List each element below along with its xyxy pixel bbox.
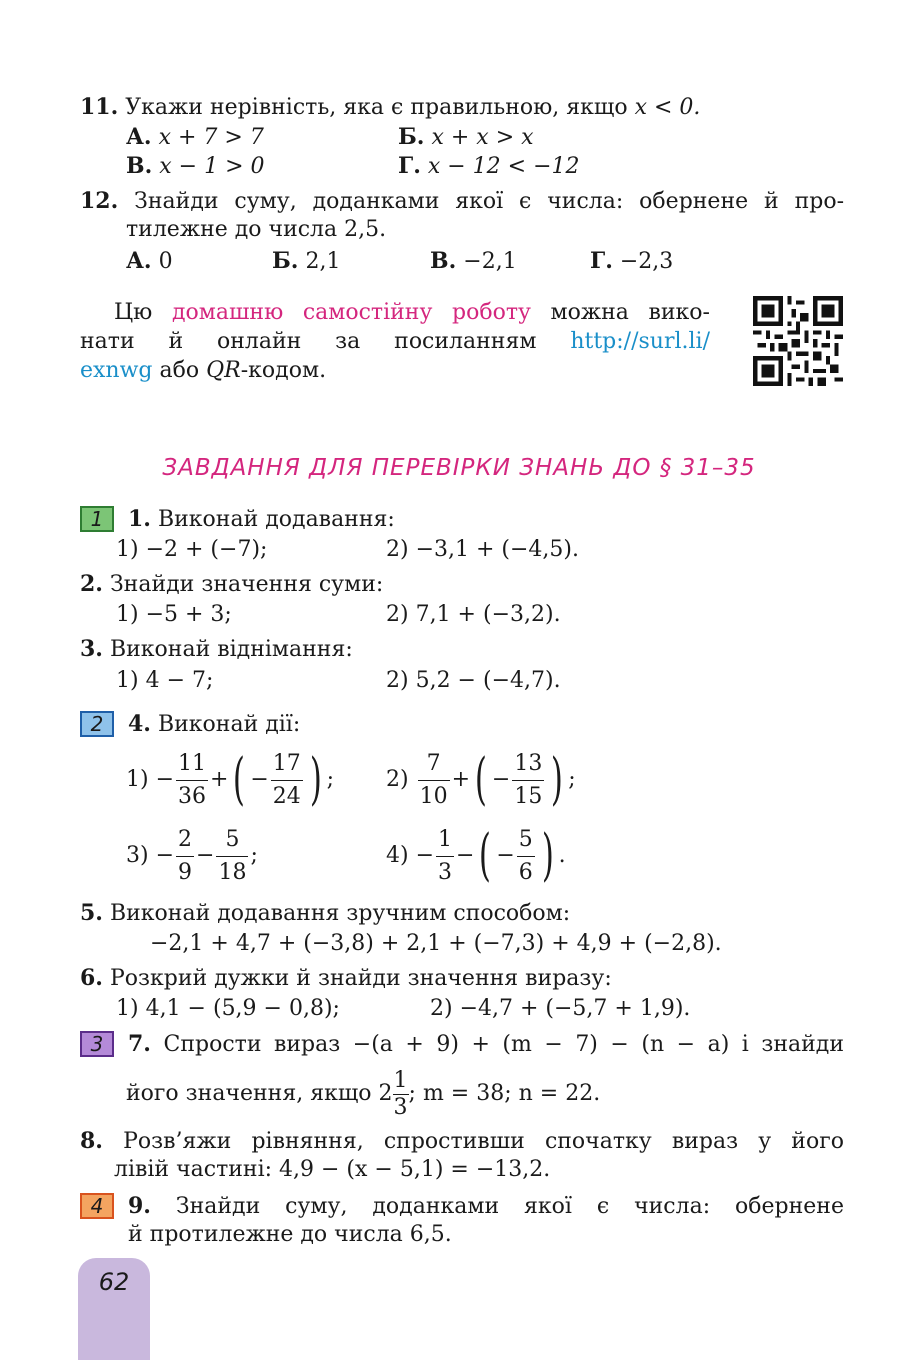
section-title: ЗАВДАННЯ ДЛЯ ПЕРЕВІРКИ ЗНАНЬ ДО § 31–35 [162, 455, 756, 481]
task-12-option-b [272, 246, 340, 277]
fraction [271, 748, 303, 813]
task-6-question [80, 963, 612, 994]
task-3-part-1: 1) 4 − 7; [116, 668, 214, 693]
task-7-text: його значення, якщо [126, 1081, 372, 1106]
task-5-question [80, 898, 570, 929]
online-text: можна вико- [550, 300, 710, 325]
task-4-number: 4. [128, 711, 151, 737]
fraction [176, 748, 208, 813]
task-9-line-1 [128, 1191, 844, 1222]
denominator: 36 [176, 780, 208, 813]
task-11-option-a [126, 122, 264, 153]
numerator: 2 [178, 826, 193, 852]
task-6-part-1: 1) 4,1 − (5,9 − 0,8); [116, 996, 340, 1021]
task-8-number: 8. [80, 1128, 103, 1154]
task-4-question [128, 709, 300, 740]
task-3-question [80, 634, 353, 665]
option-value: 2,1 [305, 249, 341, 274]
task-11-question [80, 92, 700, 123]
task-4-expression-4: 4) − $\frac{1}{3}$ −( − $\frac{5}{6}$ ) . [386, 823, 566, 888]
fraction [176, 824, 194, 889]
online-text: або [159, 358, 200, 383]
task-1-text: Виконай додавання: [157, 507, 395, 532]
qr-word: QR [206, 358, 241, 383]
level-1-badge: 1 [80, 506, 114, 532]
expr-label: 4) [386, 843, 409, 868]
task-3-part-2: 2) 5,2 − (−4,7). [386, 668, 561, 693]
option-value: 0 [158, 249, 173, 274]
task-4-expression-1: 1) − $\frac{11}{36}$ +( − $\frac{17}{24}$ ) ; [126, 747, 335, 812]
task-7-values: ; m = 38; n = 22. [408, 1081, 601, 1106]
numerator: 13 [514, 750, 543, 776]
qr-code-icon[interactable] [753, 296, 843, 386]
fraction [216, 824, 248, 889]
fraction [436, 824, 454, 889]
task-8-line-2: лівій частині: 4,9 − (x − 5,1) = −13,2. [114, 1157, 551, 1182]
option-value: x − 12 < −12 [427, 154, 580, 179]
task-6-number: 6. [80, 965, 103, 991]
level-4-badge: 4 [80, 1193, 114, 1219]
task-2-part-2: 2) 7,1 + (−3,2). [386, 602, 561, 627]
task-2-question [80, 569, 383, 600]
page-number: 62 [98, 1268, 130, 1296]
task-6-part-2: 2) −4,7 + (−5,7 + 1,9). [430, 996, 691, 1021]
expr-label: 3) [126, 843, 149, 868]
expr-label: 1) [126, 767, 149, 792]
online-note-line-3 [80, 356, 326, 386]
task-2-text: Знайди значення суми: [109, 572, 384, 597]
option-value: −2,3 [619, 249, 674, 274]
denominator: 15 [512, 780, 544, 813]
task-1-part-2: 2) −3,1 + (−4,5). [386, 537, 579, 562]
task-7-text: Спрости вираз −(a + 9) + (m − 7) − (n − a) і знайди [163, 1032, 844, 1057]
task-5-expression: −2,1 + 4,7 + (−3,8) + 2,1 + (−7,3) + 4,9 + (−2,8). [150, 931, 722, 956]
option-label: Г. [398, 153, 421, 179]
option-label: Г. [590, 248, 613, 274]
online-text: Цю [114, 300, 153, 325]
task-11-text: Укажи нерівність, яка є правильною, якщо [125, 95, 628, 120]
task-7-line-1 [128, 1029, 844, 1060]
task-9-line-2: й протилежне до числа 6,5. [128, 1222, 452, 1247]
online-link-end[interactable]: exnwg [80, 358, 153, 383]
fraction [517, 824, 535, 889]
online-text: нати й онлайн за посиланням [80, 329, 537, 354]
task-9-number: 9. [128, 1193, 151, 1219]
task-7-line-2 [126, 1064, 600, 1124]
denominator: 18 [216, 856, 248, 889]
numerator: 1 [393, 1067, 408, 1093]
numerator: 5 [518, 826, 533, 852]
task-7-number: 7. [128, 1031, 151, 1057]
online-note-line-2 [80, 327, 710, 357]
numerator: 11 [178, 750, 207, 776]
option-label: Б. [272, 248, 299, 274]
numerator: 7 [426, 750, 441, 776]
task-1-number: 1. [128, 506, 151, 532]
task-11-number: 11. [80, 94, 119, 120]
option-label: Б. [398, 124, 425, 150]
option-value: x + x > x [431, 125, 534, 150]
task-11-option-d [398, 151, 580, 182]
task-12-option-c [430, 246, 517, 277]
task-1-part-1: 1) −2 + (−7); [116, 537, 268, 562]
task-12-text: Знайди суму, доданками якої є числа: обернене й про- [134, 189, 844, 214]
level-3-badge: 3 [80, 1031, 114, 1057]
task-12-option-a [126, 246, 173, 277]
task-12-number: 12. [80, 188, 119, 214]
task-3-number: 3. [80, 636, 103, 662]
denominator: 24 [271, 780, 303, 813]
mixed-fraction [393, 1068, 409, 1121]
task-11-option-c [126, 151, 265, 182]
online-link[interactable]: http://surl.li/ [570, 329, 710, 354]
task-9-text: Знайди суму, доданками якої є числа: обернене [175, 1194, 844, 1219]
task-5-text: Виконай додавання зручним способом: [109, 901, 571, 926]
task-4-expression-3: 3) − $\frac{2}{9}$ − $\frac{5}{18}$ ; [126, 822, 258, 890]
task-3-text: Виконай віднімання: [109, 637, 353, 662]
task-8-line-1 [80, 1126, 844, 1157]
expr-label: 2) [386, 767, 409, 792]
denominator: 9 [176, 856, 194, 889]
task-12-line-1 [80, 186, 844, 217]
task-4-text: Виконай дії: [157, 712, 301, 737]
task-2-part-1: 1) −5 + 3; [116, 602, 232, 627]
denominator: 3 [393, 1094, 408, 1120]
option-label: В. [430, 248, 457, 274]
level-2-badge: 2 [80, 711, 114, 737]
task-6-text: Розкрий дужки й знайди значення виразу: [109, 966, 612, 991]
numerator: 5 [225, 826, 240, 852]
fraction [512, 748, 544, 813]
online-text: -кодом. [240, 358, 327, 383]
option-label: В. [126, 153, 153, 179]
denominator: 6 [517, 856, 535, 889]
online-highlight: домашню самостійну роботу [171, 300, 531, 325]
option-value: −2,1 [463, 249, 517, 274]
online-note-line-1 [80, 298, 710, 328]
denominator: 3 [436, 856, 454, 889]
task-4-expression-2: 2) $\frac{7}{10}$ +( − $\frac{13}{15}$ ) ; [386, 747, 576, 812]
option-label: А. [126, 248, 152, 274]
task-8-text: Розв’яжи рівняння, спростивши спочатку вираз у його [123, 1129, 844, 1154]
fraction [418, 748, 450, 813]
task-12-option-d [590, 246, 673, 277]
task-11-condition: x < 0. [634, 95, 701, 120]
mixed-whole: 2 [378, 1081, 393, 1106]
option-label: А. [126, 124, 152, 150]
task-1-question [128, 504, 395, 535]
task-12-line-2: тилежне до числа 2,5. [126, 217, 387, 242]
denominator: 10 [418, 780, 450, 813]
numerator: 17 [272, 750, 301, 776]
task-11-option-b [398, 122, 534, 153]
page-number-tab [78, 1258, 150, 1360]
task-2-number: 2. [80, 571, 103, 597]
option-value: x − 1 > 0 [159, 154, 265, 179]
option-value: x + 7 > 7 [158, 125, 264, 150]
numerator: 1 [438, 826, 453, 852]
task-5-number: 5. [80, 900, 103, 926]
